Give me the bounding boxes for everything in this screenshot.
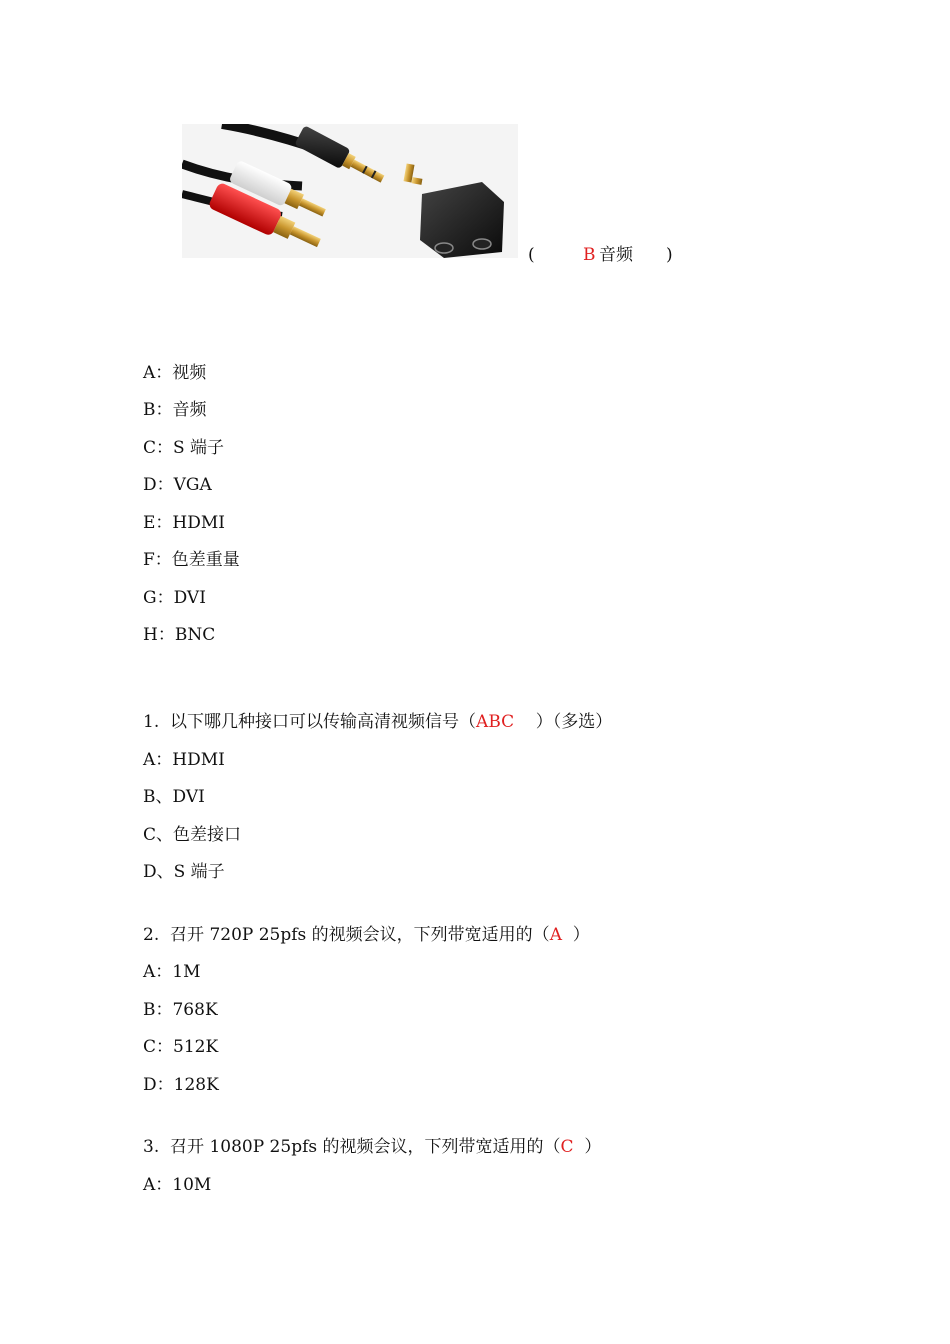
question-text: 召开 1080P 25pfs 的视频会议，下列带宽适用的（: [170, 1137, 561, 1157]
q0-option: B：音频: [143, 400, 207, 420]
q0-option: F：色差重量: [143, 550, 240, 570]
question-text-tail: ）: [584, 1137, 602, 1157]
question-answer: C: [560, 1137, 574, 1157]
q0-option: C：S 端子: [143, 438, 225, 458]
q2-option: B：768K: [143, 1000, 218, 1020]
question-answer: A: [549, 925, 562, 945]
q0-answer-letter: B: [583, 245, 596, 265]
q0-option: H：BNC: [143, 625, 216, 645]
q2-option: C：512K: [143, 1037, 219, 1057]
question-answer: ABC: [476, 712, 515, 732]
question-text: 召开 720P 25pfs 的视频会议，下列带宽适用的（: [170, 925, 550, 945]
q0-close-paren: ): [666, 245, 673, 265]
q1-option: C、色差接口: [143, 825, 242, 845]
q1-option: D、S 端子: [143, 862, 225, 882]
q0-option: D：VGA: [143, 475, 212, 495]
question-number: 2.: [143, 925, 160, 945]
question-number: 3.: [143, 1137, 160, 1157]
q2-option: D：128K: [143, 1075, 219, 1095]
q0-option: E：HDMI: [143, 513, 225, 533]
question-2-stem: [143, 924, 590, 946]
q2-option: A：1M: [143, 962, 201, 982]
audio-cable-photo: [182, 124, 518, 258]
question-3-stem: [143, 1136, 601, 1158]
q0-answer-text: 音频: [599, 245, 633, 265]
q0-option: A：视频: [143, 363, 207, 383]
q0-open-paren: (: [528, 245, 535, 265]
q1-option: A：HDMI: [143, 750, 225, 770]
question-text-tail: ）: [572, 925, 590, 945]
q0-option: G：DVI: [143, 588, 206, 608]
audio-cable-illustration: [182, 124, 518, 258]
question-text: 以下哪几种接口可以传输高清视频信号（: [170, 712, 477, 732]
q1-option: B、DVI: [143, 787, 205, 807]
question-number: 1.: [143, 712, 160, 732]
question-1-stem: [143, 711, 612, 733]
q3-option: A：10M: [143, 1175, 212, 1195]
question-text-tail: ）（多选）: [535, 712, 613, 732]
